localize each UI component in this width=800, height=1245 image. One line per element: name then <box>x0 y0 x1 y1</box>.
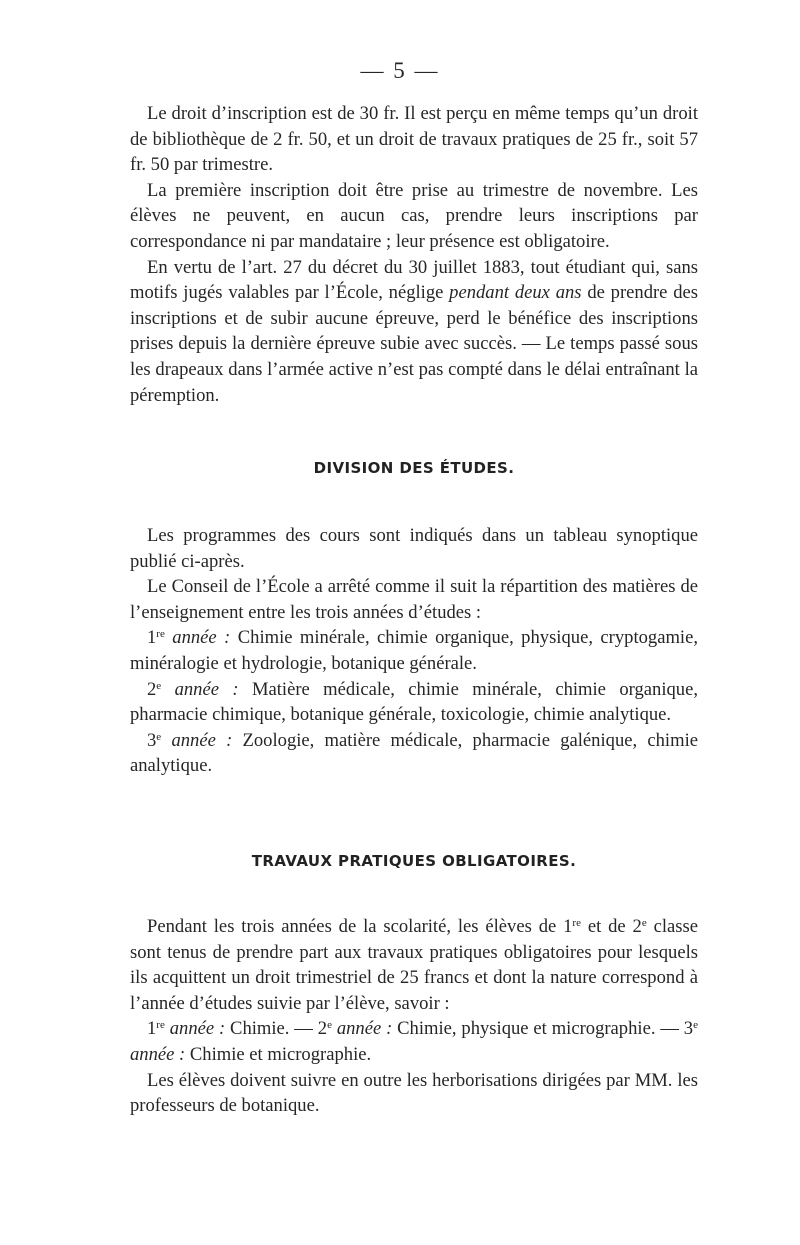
paragraph-years-travaux: 1re année : Chimie. — 2e année : Chimie, physique et micrographie. — 3e année : Chimie et micrographie. <box>130 1018 698 1065</box>
paragraph-travaux-pratiques: Pendant les trois années de la scolarité, les élèves de 1re et de 2e classe sont tenus de prendre part aux travaux pratiques obligatoires pour lesquels ils acquittent un droit trimestriel de 25 francs et dont la nature correspond à l’année d’études suivie par l’élève, savoir : <box>130 916 698 1014</box>
division-heading-block <box>130 459 698 477</box>
page-number: — 5 — <box>360 58 440 83</box>
paragraph-programmes: Les programmes des cours sont indiqués dans un tableau synoptique publié ci-après. <box>130 525 698 572</box>
travaux-heading-block <box>130 852 698 870</box>
travaux-section <box>130 914 698 1119</box>
division-section <box>130 523 698 779</box>
paragraph-conseil: Le Conseil de l’École a arrêté comme il suit la répartition des matières de l’enseignement entre les trois années d’études : <box>130 576 698 623</box>
paragraph-decree: En vertu de l’art. 27 du décret du 30 juillet 1883, tout étudiant qui, sans motifs jugés valables par l’École, néglige pendant deux ans de prendre des inscriptions et de subir aucune épreuve, perd le bénéfice des inscriptions prises depuis la dernière épreuve subie avec succès. — Le temps passé sous les drapeaux dans l’armée active n’est pas compté dans le délai entraînant la péremption. <box>130 256 698 406</box>
inscription-section <box>130 101 698 408</box>
section-heading-division: DIVISION DES ÉTUDES. <box>313 459 515 477</box>
paragraph-year-1: 1re année : Chimie minérale, chimie organique, physique, cryptogamie, minéralogie et hydrologie, botanique générale. <box>130 627 698 674</box>
paragraph-year-2: 2e année : Matière médicale, chimie minérale, chimie organique, pharmacie chimique, botanique générale, toxicologie, chimie analytique. <box>130 678 698 726</box>
section-heading-travaux: TRAVAUX PRATIQUES OBLIGATOIRES. <box>251 852 577 870</box>
paragraph-year-3: 3e année : Zoologie, matière médicale, pharmacie galénique, chimie analytique. <box>130 729 698 777</box>
paragraph-inscription-fees: Le droit d’inscription est de 30 fr. Il est perçu en même temps qu’un droit de bibliothèque de 2 fr. 50, et un droit de travaux pratiques de 25 fr., soit 57 fr. 50 par trimestre. <box>130 103 698 176</box>
paragraph-first-inscription: La première inscription doit être prise au trimestre de novembre. Les élèves ne peuvent, en aucun cas, prendre leurs inscriptions par correspondance ni par mandataire ; leur présence est obligatoire. <box>130 179 698 252</box>
paragraph-herborisations: Les élèves doivent suivre en outre les herborisations dirigées par MM. les professeurs de botanique. <box>130 1069 698 1117</box>
italic-phrase: pendant deux ans <box>449 282 582 304</box>
